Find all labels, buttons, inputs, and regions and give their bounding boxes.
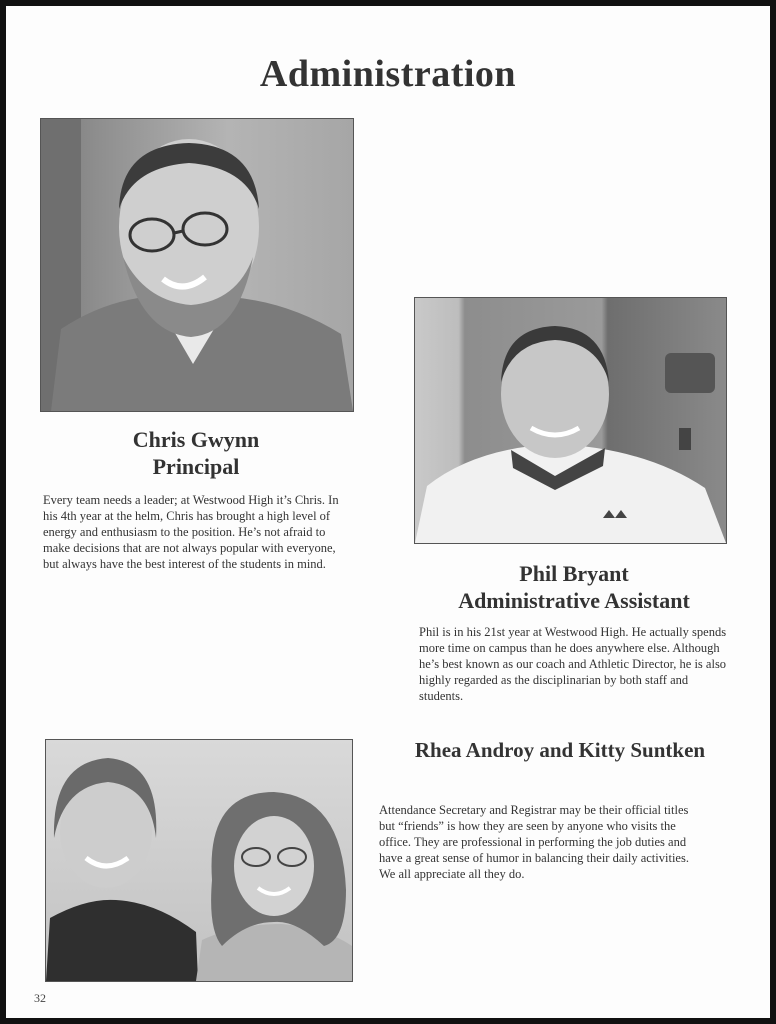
page-title: Administration: [259, 53, 517, 95]
profile-name-chris: Chris Gwynn: [132, 427, 260, 452]
profile-name-rhea-kitty: Rhea Androy and Kitty Suntken: [414, 738, 706, 762]
photo-rhea-kitty: [45, 739, 353, 982]
photo-phil-bryant: [414, 297, 727, 544]
photo-chris-gwynn: [40, 118, 354, 412]
profile-bio-phil: Phil is in his 21st year at Westwood High. He actually spends more time on campus than he does anywhere else. Although he’s best known as our coach and Athletic Director, he is also highly regarded as the disciplinarian by both staff and students.: [419, 625, 727, 703]
portrait-illustration: [46, 740, 352, 981]
profile-bio-rhea-kitty: Attendance Secretary and Registrar may be their official titles but “friends” is how they are seen by anyone who visits the office. They are professional in performing the job duties and have a great sense of humor in balancing their daily activities. We all appreciate all they do.: [379, 803, 689, 881]
profile-role-chris: Principal: [152, 454, 240, 479]
profile-role-phil: Administrative Assistant: [458, 588, 690, 613]
profile-name-phil: Phil Bryant: [519, 561, 629, 586]
portrait-illustration: [415, 298, 726, 543]
profile-bio-chris: Every team needs a leader; at Westwood High it’s Chris. In his 4th year at the helm, Chris has brought a high level of energy and enthusiasm to the position. He’s not afraid to make decisions that are not always popular with everyone, but always have the best interest of the students in mind.: [43, 493, 339, 571]
portrait-illustration: [41, 119, 353, 411]
page-number: 32: [34, 991, 46, 1005]
